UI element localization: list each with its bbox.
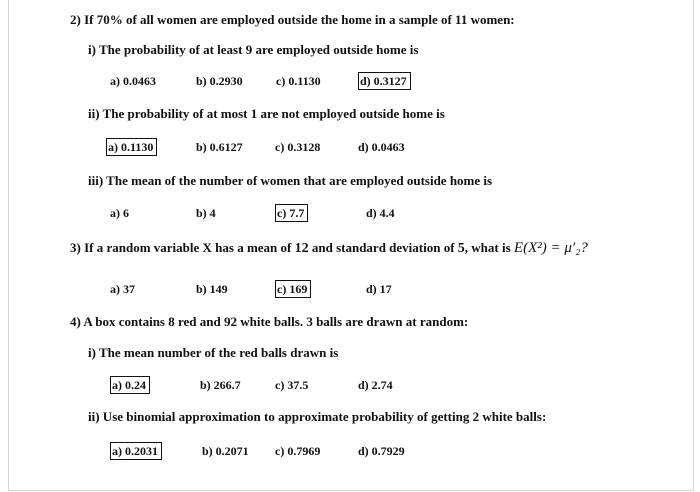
- q4ii-option-b[interactable]: b) 0.2071: [202, 444, 249, 458]
- q4ii-option-a-selected[interactable]: a) 0.2031: [110, 442, 162, 460]
- question-3-sd: 5: [457, 241, 465, 256]
- q2ii-option-c[interactable]: c) 0.3128: [275, 140, 321, 154]
- question-3-title: [70, 240, 588, 257]
- q3-option-c-selected[interactable]: c) 169: [275, 280, 311, 298]
- q4ii-option-d[interactable]: d) 0.7929: [358, 444, 405, 458]
- q3-option-a[interactable]: a) 37: [110, 282, 135, 296]
- q2ii-option-b[interactable]: b) 0.6127: [196, 140, 243, 154]
- q4i-option-c[interactable]: c) 37.5: [275, 378, 309, 392]
- question-3-text-pre: 3) If a random variable X has a mean of: [70, 240, 295, 255]
- q4i-option-d[interactable]: d) 2.74: [358, 378, 393, 392]
- q2i-option-d-selected[interactable]: d) 0.3127: [358, 72, 411, 90]
- question-3-text-post: , what is: [464, 240, 514, 255]
- q2iii-option-c-selected[interactable]: c) 7.7: [275, 204, 308, 222]
- question-2-part-ii: ii) The probability of at most 1 are not employed outside home is: [88, 106, 445, 121]
- question-2-title: 2) If 70% of all women are employed outside the home in a sample of 11 women:: [70, 12, 515, 27]
- q3-option-b[interactable]: b) 149: [196, 282, 228, 296]
- q2i-option-b[interactable]: b) 0.2930: [196, 74, 243, 88]
- q2i-option-a[interactable]: a) 0.0463: [110, 74, 156, 88]
- q3-option-d[interactable]: d) 17: [366, 282, 392, 296]
- question-2-part-iii: iii) The mean of the number of women that are employed outside home is: [88, 173, 493, 188]
- question-4-title: 4) A box contains 8 red and 92 white balls. 3 balls are drawn at random:: [70, 314, 469, 329]
- question-3-expression: E(X²) = μ′₂?: [513, 240, 588, 256]
- question-4-part-ii: ii) Use binomial approximation to approximate probability of getting 2 white balls:: [88, 409, 547, 424]
- q2ii-option-d[interactable]: d) 0.0463: [358, 140, 405, 154]
- question-3-text-mid: and standard deviation of: [308, 240, 458, 255]
- q4i-option-b[interactable]: b) 266.7: [200, 378, 241, 392]
- question-2-part-i: i) The probability of at least 9 are employed outside home is: [88, 42, 419, 57]
- q2iii-option-b[interactable]: b) 4: [196, 206, 216, 220]
- q2iii-option-d[interactable]: d) 4.4: [366, 206, 395, 220]
- q4ii-option-c[interactable]: c) 0.7969: [275, 444, 321, 458]
- q2ii-option-a-selected[interactable]: a) 0.1130: [106, 138, 157, 156]
- q2i-option-c[interactable]: c) 0.1130: [276, 74, 321, 88]
- question-4-part-i: i) The mean number of the red balls drawn is: [88, 345, 339, 360]
- q2iii-option-a[interactable]: a) 6: [110, 206, 129, 220]
- q4i-option-a-selected[interactable]: a) 0.24: [110, 376, 150, 394]
- question-3-mean: 12: [294, 241, 309, 256]
